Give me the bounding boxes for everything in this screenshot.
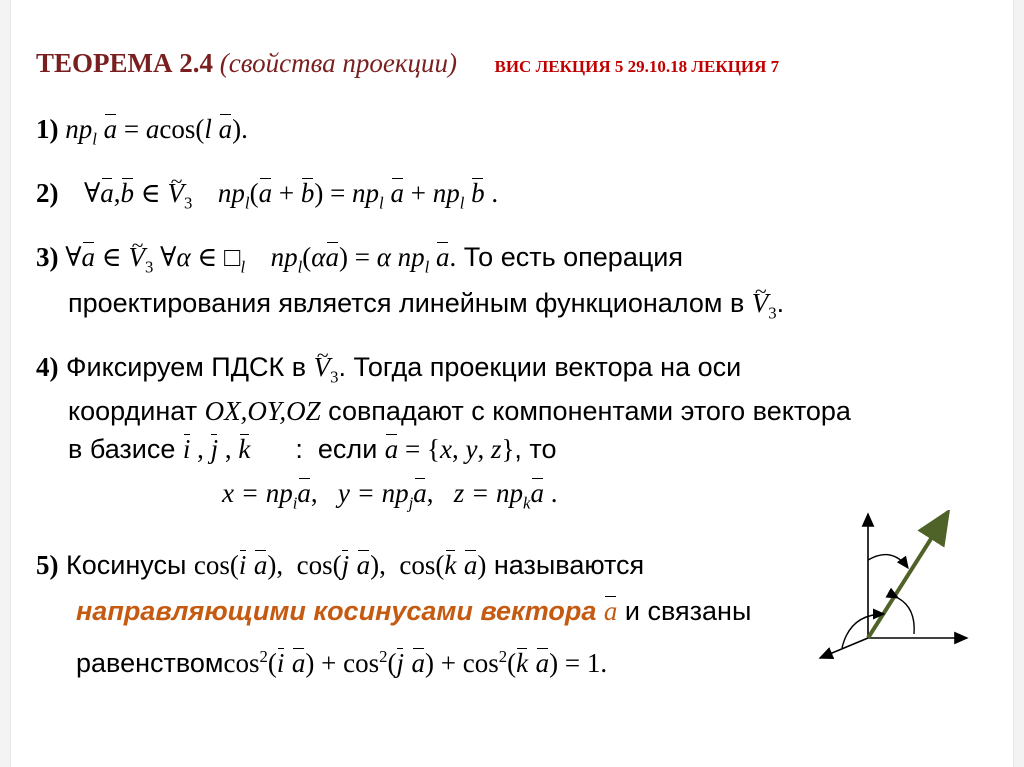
math-text: = — [323, 178, 353, 208]
math-text: np — [217, 178, 245, 208]
math-sup: 2 — [259, 647, 268, 666]
math-text: ∀ — [65, 242, 82, 272]
vector-b: b — [471, 178, 485, 208]
highlight-term: направляющими косинусами вектора — [76, 596, 604, 626]
math-text: y — [465, 434, 478, 464]
math-text: + — [272, 178, 301, 208]
missing-glyph-box: □ — [224, 242, 241, 272]
math-text: . — [449, 242, 457, 272]
math-text: l — [204, 114, 212, 144]
math-text: , — [190, 434, 211, 464]
math-text: α — [311, 242, 326, 272]
math-sub: l — [244, 193, 250, 213]
math-text: , — [451, 434, 466, 464]
math-text: . — [484, 178, 499, 208]
math-text: ). — [232, 114, 248, 144]
vector-a: a — [291, 648, 306, 678]
math-text: ∈ — [95, 242, 129, 272]
body-text: . — [776, 288, 785, 318]
vector-b: b — [300, 178, 315, 208]
vector-a: a — [530, 478, 544, 508]
basis-i: i — [238, 550, 247, 580]
math-text: ∀ — [84, 178, 101, 208]
math-text: } — [501, 434, 515, 464]
math-text: cos( — [296, 550, 342, 580]
math-text: ), — [267, 550, 297, 580]
basis-k: k — [516, 648, 529, 678]
coordinate-axes — [820, 514, 967, 658]
space-v: ~ V — [314, 350, 331, 384]
basis-j: j — [341, 550, 350, 580]
math-text: z — [453, 478, 465, 508]
vector-a: a — [253, 550, 268, 580]
math-text: + — [403, 178, 433, 208]
math-text: cos( — [399, 550, 445, 580]
math-text: np — [390, 242, 425, 272]
math-sub: l — [240, 257, 246, 277]
angle-arc-z — [868, 555, 908, 568]
math-text: ( — [249, 178, 259, 208]
body-text: координат — [68, 396, 205, 426]
item-5 — [36, 548, 644, 582]
item-number: 5) — [36, 550, 59, 580]
vector-b: b — [120, 178, 135, 208]
space-v: ~ V — [168, 176, 185, 210]
math-text: . — [543, 478, 558, 508]
theorem-label: ТЕОРЕМА 2.4 — [36, 48, 214, 78]
vector-a: a — [535, 648, 550, 678]
body-text: Фиксируем ПДСК в — [66, 352, 314, 382]
vector-a: a — [100, 178, 114, 208]
basis-j: j — [210, 434, 219, 464]
math-text: np — [432, 178, 460, 208]
math-text: , — [477, 434, 491, 464]
item-number: 2) — [36, 178, 59, 208]
math-text: = { — [398, 434, 440, 464]
math-text: y — [337, 478, 350, 508]
basis-i: i — [182, 434, 191, 464]
math-text: ( — [267, 648, 277, 678]
math-sub: l — [459, 193, 465, 213]
math-text: ) — [338, 242, 348, 272]
basis-j: j — [396, 648, 405, 678]
math-text: α — [176, 242, 191, 272]
item-3 — [36, 240, 683, 284]
item-4 — [36, 350, 741, 394]
math-text: ) — [314, 178, 324, 208]
math-text: = 1. — [558, 648, 608, 678]
math-text: cos — [223, 648, 260, 678]
vector-a: a — [390, 178, 404, 208]
math-sub: i — [292, 493, 298, 513]
math-sub: j — [408, 493, 414, 513]
vector-a: a — [384, 434, 399, 464]
math-text: , — [113, 178, 121, 208]
body-text: в базисе — [68, 434, 183, 464]
angle-arc-y — [898, 598, 914, 634]
math-text: np — [352, 178, 380, 208]
direction-cosines-diagram — [812, 510, 977, 660]
math-text: ) — [549, 648, 559, 678]
vector-a: a — [103, 114, 118, 144]
math-text: cos( — [193, 550, 239, 580]
item-5-line3 — [76, 640, 607, 680]
math-sup: 2 — [498, 647, 508, 666]
body-text: , то — [514, 434, 557, 464]
vector-a: a — [81, 242, 96, 272]
right-border — [1013, 0, 1024, 767]
math-text: ), — [370, 550, 400, 580]
item-3-cont — [68, 286, 784, 330]
space-v: ~ V — [752, 286, 769, 320]
math-text: cos — [462, 648, 499, 678]
math-text: a — [145, 114, 160, 144]
left-border — [0, 0, 11, 767]
math-text: , — [218, 434, 239, 464]
math-sub: k — [523, 493, 531, 513]
item-4-formulas — [222, 476, 557, 520]
math-sub: 3 — [768, 303, 777, 323]
math-sub: 3 — [184, 193, 193, 213]
math-text: cos( — [159, 114, 205, 144]
body-text: : если — [250, 434, 385, 464]
math-text: np — [65, 114, 93, 144]
body-text: . Тогда проекции вектора на оси — [338, 352, 742, 382]
math-text: + — [434, 648, 463, 678]
math-text: = — [347, 242, 377, 272]
item-5-line2 — [76, 594, 751, 628]
math-text: α — [376, 242, 391, 272]
space-v: ~ V — [129, 240, 146, 274]
vector-a: a — [436, 242, 450, 272]
math-text: ∀ — [153, 242, 177, 272]
item-number: 4) — [36, 352, 59, 382]
math-text: = np — [349, 478, 409, 508]
math-text: z — [490, 434, 502, 464]
math-text: np — [270, 242, 298, 272]
math-text: ( — [507, 648, 517, 678]
math-sub: 3 — [145, 257, 154, 277]
math-sub: l — [424, 257, 430, 277]
basis-i: i — [276, 648, 285, 678]
math-text: , — [310, 478, 332, 508]
math-text: + — [314, 648, 344, 678]
math-text: ( — [302, 242, 312, 272]
math-sub: l — [297, 257, 303, 277]
theorem-subtitle: (свойства проекции) — [219, 48, 457, 78]
math-text: , — [426, 478, 447, 508]
math-sup: 2 — [379, 647, 388, 666]
item-2 — [36, 176, 498, 220]
item-4-line2 — [68, 394, 851, 428]
vector-a: a — [413, 478, 427, 508]
math-text: OX,OY,OZ — [204, 396, 321, 426]
math-text: = np — [464, 478, 523, 508]
math-text: x — [222, 478, 234, 508]
math-text: ) — [425, 648, 435, 678]
math-sub: l — [379, 193, 384, 213]
item-number: 1) — [36, 114, 59, 144]
math-text: ( — [387, 648, 397, 678]
vector-a: a — [297, 478, 311, 508]
item-4-line3 — [68, 432, 557, 466]
math-sub: 3 — [330, 367, 339, 387]
math-text: ∈ — [134, 178, 168, 208]
vector-a: a — [218, 114, 233, 144]
vector-a: a — [356, 550, 371, 580]
body-text: называются — [486, 550, 645, 580]
body-text: равенством — [76, 648, 224, 678]
body-text: Косинусы — [66, 550, 194, 580]
item-number: 3) — [36, 242, 59, 272]
body-text: проектирования является линейным функционалом в — [68, 288, 752, 318]
math-text: = — [117, 114, 146, 144]
math-text: = np — [233, 478, 293, 508]
body-text: и связаны — [617, 596, 752, 626]
math-text: ) — [305, 648, 315, 678]
item-1 — [36, 112, 248, 156]
vector-a: a — [411, 648, 426, 678]
basis-k: k — [444, 550, 457, 580]
body-text: совпадают с компонентами этого вектора — [320, 396, 851, 426]
vector-a: a — [258, 178, 273, 208]
math-sub: l — [92, 129, 97, 149]
math-text: ) — [477, 550, 487, 580]
lecture-tag: ВИС ЛЕКЦИЯ 5 29.10.18 ЛЕКЦИЯ 7 — [494, 57, 780, 76]
basis-k: k — [238, 434, 251, 464]
slide-title — [36, 46, 779, 84]
vector-a-arrow — [868, 512, 948, 638]
body-text: То есть операция — [456, 242, 684, 272]
math-text: cos — [343, 648, 380, 678]
math-text: x — [439, 434, 452, 464]
vector-a: a — [325, 242, 339, 272]
vector-a: a — [603, 596, 618, 626]
math-text: ∈ — [190, 242, 225, 272]
vector-a: a — [463, 550, 478, 580]
